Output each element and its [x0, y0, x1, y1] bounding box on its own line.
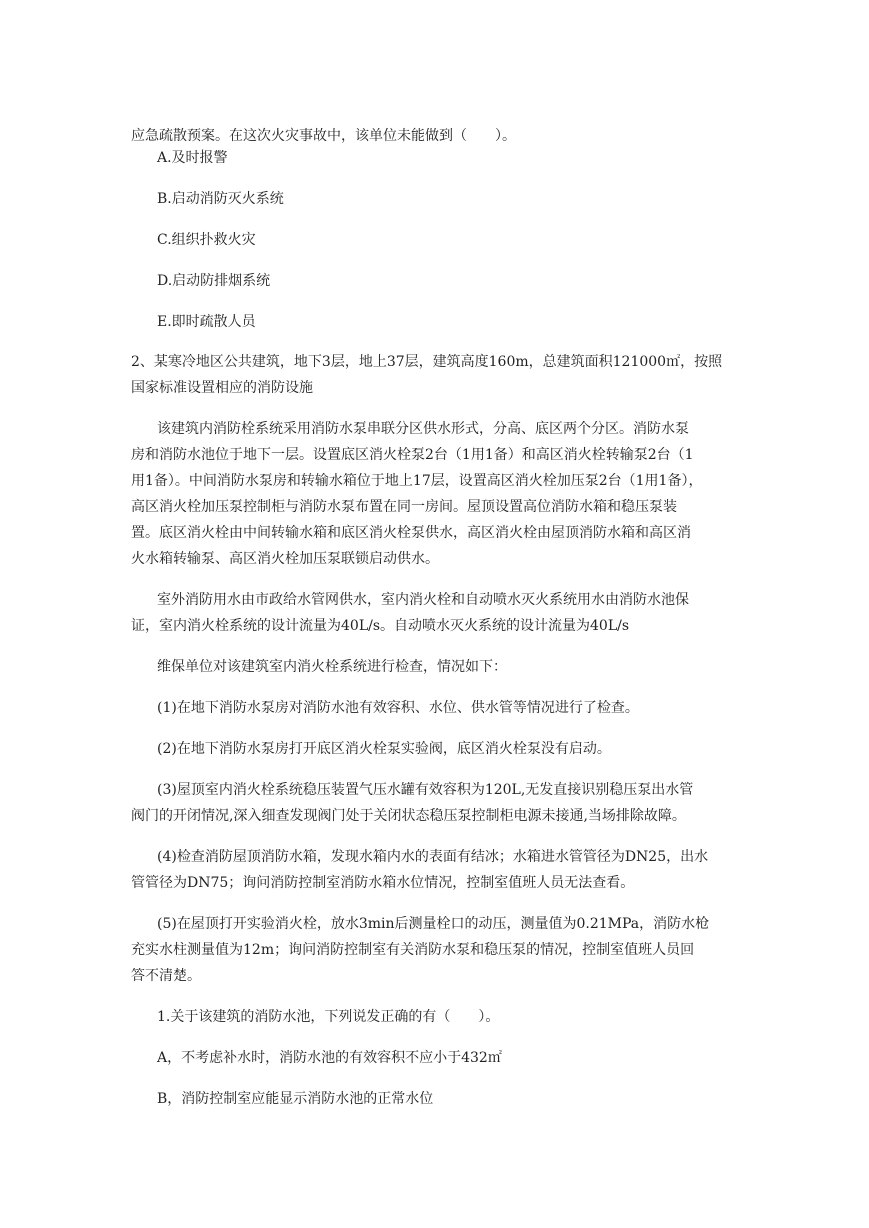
- inspection-item-1: (1)在地下消防水泵房对消防水池有效容积、水位、供水管等情况进行了检查。: [157, 700, 639, 716]
- paragraph-line: 证，室内消火栓系统的设计流量为40L/s。自动喷水灭火系统的设计流量为40L/s: [131, 618, 630, 634]
- inspection-item-3: 阀门的开闭情况,深入细查发现阀门处于关闭状态稳压泵控制柜电源未接通,当场排除故障。: [131, 808, 686, 824]
- inspection-item-2: (2)在地下消防水泵房打开底区消火栓泵实验阀，底区消火栓泵没有启动。: [157, 741, 611, 757]
- sub-question-option-b: B，消防控制室应能显示消防水池的正常水位: [157, 1091, 434, 1107]
- option-d: D.启动防排烟系统: [157, 273, 271, 289]
- option-a: A.及时报警: [157, 150, 228, 166]
- inspection-item-5: (5)在屋顶打开实验消火栓，放水3min后测量栓口的动压，测量值为0.21MPa，消防水枪: [157, 916, 710, 932]
- question-stem-tail: 应急疏散预案。在这次火灾事故中，该单位未能做到（ ）。: [131, 128, 516, 144]
- paragraph-line: 用1备）。中间消防水泵房和转输水箱位于地上17层，设置高区消火栓加压泵2台（1用1备），: [131, 473, 703, 489]
- inspection-item-5: 充实水柱测量值为12m；询问消防控制室有关消防水泵和稳压泵的情况，控制室值班人员回: [131, 942, 695, 958]
- case-intro-line: 2、某寒冷地区公共建筑，地下3层，地上37层，建筑高度160m，总建筑面积121000㎡，按照: [131, 354, 723, 370]
- paragraph-line: 高区消火栓加压泵控制柜与消防水泵布置在同一房间。屋顶设置高位消防水箱和稳压泵装: [131, 499, 677, 515]
- inspection-item-4: 管管径为DN75；询问消防控制室消防水箱水位情况，控制室值班人员无法查看。: [131, 875, 635, 891]
- inspection-item-3: (3)屋顶室内消火栓系统稳压装置气压水罐有效容积为120L,无发直接识别稳压泵出水管: [157, 782, 694, 798]
- option-b: B.启动消防灭火系统: [157, 191, 284, 207]
- sub-question-stem: 1.关于该建筑的消防水池，下列说发正确的有（ ）。: [157, 1009, 500, 1025]
- sub-question-option-a: A，不考虑补水时，消防水池的有效容积不应小于432㎡: [157, 1050, 502, 1066]
- paragraph-line: 火水箱转输泵、高区消火栓加压泵联锁启动供水。: [131, 551, 439, 567]
- paragraph-line: 该建筑内消防栓系统采用消防水泵串联分区供水形式，分高、底区两个分区。消防水泵: [157, 421, 689, 437]
- paragraph-line: 房和消防水池位于地下一层。设置底区消火栓泵2台（1用1备）和高区消火栓转输泵2台（1: [131, 447, 694, 463]
- option-c: C.组织扑救火灾: [157, 232, 256, 248]
- inspection-item-5: 答不清楚。: [131, 968, 201, 984]
- paragraph-line: 置。底区消火栓由中间转输水箱和底区消火栓泵供水，高区消火栓由屋顶消防水箱和高区消: [131, 525, 691, 541]
- inspection-item-4: (4)检查消防屋顶消防水箱，发现水箱内水的表面有结冰；水箱进水管管径为DN25，出水: [157, 849, 709, 865]
- option-e: E.即时疏散人员: [157, 314, 256, 330]
- case-intro-line: 国家标准设置相应的消防设施: [131, 380, 313, 396]
- paragraph-line: 室外消防用水由市政给水管网供水，室内消火栓和自动喷水灭火系统用水由消防水池保: [157, 592, 689, 608]
- paragraph-line: 维保单位对该建筑室内消火栓系统进行检查，情况如下：: [157, 659, 507, 675]
